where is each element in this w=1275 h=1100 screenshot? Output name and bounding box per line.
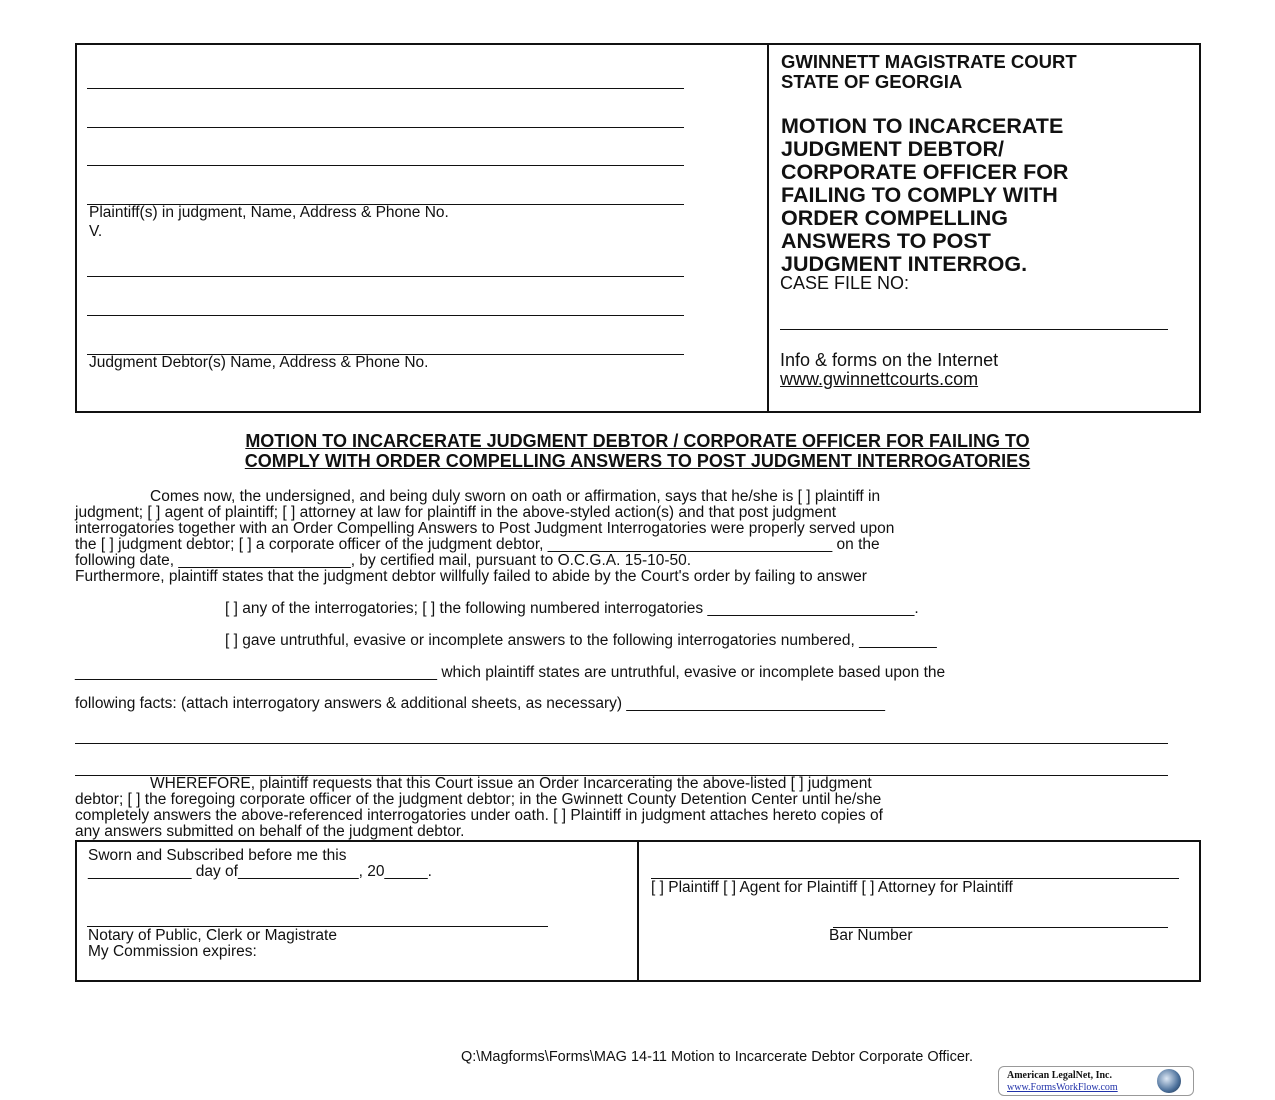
body-line: the [ ] judgment debtor; [ ] a corporate officer of the judgment debtor, _________________________________ on the xyxy=(75,536,880,553)
motion-title-1: MOTION TO INCARCERATE JUDGMENT DEBTOR / CORPORATE OFFICER FOR FAILING TO xyxy=(245,431,1030,451)
case-file-label: CASE FILE NO: xyxy=(780,273,910,293)
wherefore-line: any answers submitted on behalf of the judgment debtor. xyxy=(75,823,465,840)
plaintiff-line-1[interactable] xyxy=(87,88,684,89)
footer-path: Q:\Magforms\Forms\MAG 14-11 Motion to Incarcerate Debtor Corporate Officer. xyxy=(461,1049,973,1065)
body-line: Comes now, the undersigned, and being duly sworn on oath or affirmation, says that he/she is [ ] plaintiff in xyxy=(150,488,881,505)
body-line: interrogatories together with an Order Compelling Answers to Post Judgment Interrogatories were properly served upon xyxy=(75,520,895,537)
versus: V. xyxy=(89,223,103,240)
wherefore-line: debtor; [ ] the foregoing corporate officer of the judgment debtor; in the Gwinnett County Detention Center until he/she xyxy=(75,791,882,808)
form-title-line: JUDGMENT INTERROG. xyxy=(781,252,1028,276)
wherefore-line: completely answers the above-referenced interrogatories under oath. [ ] Plaintiff in judgment attaches hereto copies of xyxy=(75,807,883,824)
continuation-line: __________________________________________ which plaintiff states are untruthful, evasive or incomplete based upon the xyxy=(75,664,946,681)
debtor-line-1[interactable] xyxy=(87,276,684,277)
wherefore-line: WHEREFORE, plaintiff requests that this Court issue an Order Incarcerating the above-listed [ ] judgment xyxy=(150,775,872,792)
form-title-line: CORPORATE OFFICER FOR xyxy=(781,160,1069,184)
commission-label: My Commission expires: xyxy=(88,943,257,960)
sworn-text: Sworn and Subscribed before me this xyxy=(88,847,347,864)
facts-input-line[interactable] xyxy=(75,743,1168,744)
bar-number-label: Bar Number xyxy=(829,927,913,944)
debtor-label: Judgment Debtor(s) Name, Address & Phone No. xyxy=(89,354,429,371)
body-line: following date, ____________________, by certified mail, pursuant to O.C.G.A. 15-10-50. xyxy=(75,552,692,569)
case-file-input[interactable] xyxy=(780,329,1168,330)
caption-divider xyxy=(767,43,769,413)
globe-icon xyxy=(1157,1069,1181,1093)
form-title-line: FAILING TO COMPLY WITH xyxy=(781,183,1058,207)
court-state: STATE OF GEORGIA xyxy=(781,71,963,92)
form-title-block xyxy=(781,115,1068,276)
notary-label: Notary of Public, Clerk or Magistrate xyxy=(88,927,337,944)
form-title-line: MOTION TO INCARCERATE xyxy=(781,114,1064,138)
form-title-line: JUDGMENT DEBTOR/ xyxy=(781,137,1004,161)
option-untruthful-answers[interactable]: [ ] gave untruthful, evasive or incomplete answers to the following interrogatories numbered, _________ xyxy=(225,632,937,649)
form-title-line: ANSWERS TO POST xyxy=(781,229,991,253)
body-line: judgment; [ ] agent of plaintiff; [ ] attorney at law for plaintiff in the above-styled action(s) and that post judgment xyxy=(75,504,837,521)
day-of-line[interactable]: ____________ day of______________, 20_____. xyxy=(88,863,432,880)
american-legalnet-logo[interactable] xyxy=(998,1066,1194,1096)
motion-title-2: COMPLY WITH ORDER COMPELLING ANSWERS TO POST JUDGMENT INTERROGATORIES xyxy=(244,451,1031,471)
info-label: Info & forms on the Internet xyxy=(780,350,999,370)
court-name: GWINNETT MAGISTRATE COURT xyxy=(781,51,1077,72)
debtor-line-2[interactable] xyxy=(87,315,684,316)
body-line: Furthermore, plaintiff states that the judgment debtor willfully failed to abide by the Court's order by failing to answer xyxy=(75,568,867,585)
plaintiff-line-2[interactable] xyxy=(87,127,684,128)
option-any-interrogatories[interactable]: [ ] any of the interrogatories; [ ] the following numbered interrogatories ________________________. xyxy=(225,600,919,617)
signer-roles[interactable]: [ ] Plaintiff [ ] Agent for Plaintiff [ ] Attorney for Plaintiff xyxy=(651,879,1013,896)
form-title-line: ORDER COMPELLING xyxy=(781,206,1008,230)
plaintiff-label: Plaintiff(s) in judgment, Name, Address & Phone No. xyxy=(89,204,449,221)
facts-line: following facts: (attach interrogatory answers & additional sheets, as necessary) ______________________________ xyxy=(75,695,885,712)
plaintiff-line-3[interactable] xyxy=(87,165,684,166)
signature-divider xyxy=(637,840,639,982)
website-link[interactable]: www.gwinnettcourts.com xyxy=(780,369,979,389)
logo-url[interactable]: www.FormsWorkFlow.com xyxy=(1007,1082,1118,1093)
logo-company: American LegalNet, Inc. xyxy=(1007,1070,1112,1081)
